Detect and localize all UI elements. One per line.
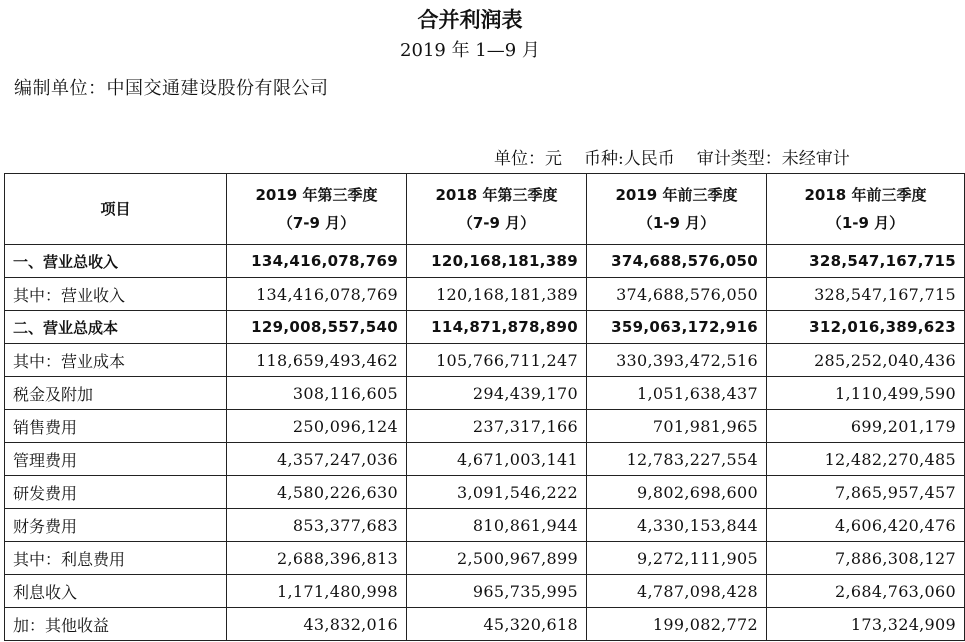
cell-value: 330,393,472,516 [587,344,767,377]
cell-value: 4,671,003,141 [407,443,587,476]
cell-value: 1,051,638,437 [587,377,767,410]
cell-value: 173,324,909 [767,608,965,641]
cell-value: 374,688,576,050 [587,278,767,311]
cell-value: 2,688,396,813 [227,542,407,575]
unit-label: 单位：元 [494,149,562,169]
row-label: 加：其他收益 [5,608,227,641]
cell-value: 7,865,957,457 [767,476,965,509]
table-row [5,608,965,641]
header-item: 项目 [5,174,227,245]
cell-value: 237,317,166 [407,410,587,443]
unit-line [494,144,940,169]
header-2018-q3: 2018 年第三季度 （7-9 月） [407,174,587,245]
cell-value: 114,871,878,890 [407,311,587,344]
row-label: 利息收入 [5,575,227,608]
row-label: 税金及附加 [5,377,227,410]
table-row [5,311,965,344]
row-label: 二、营业总成本 [5,311,227,344]
cell-value: 294,439,170 [407,377,587,410]
cell-value: 12,482,270,485 [767,443,965,476]
cell-value: 134,416,078,769 [227,245,407,278]
cell-value: 9,802,698,600 [587,476,767,509]
cell-value: 308,116,605 [227,377,407,410]
audit-type-label: 审计类型：未经审计 [696,149,850,169]
row-label: 其中：营业成本 [5,344,227,377]
cell-value: 3,091,546,222 [407,476,587,509]
cell-value: 43,832,016 [227,608,407,641]
cell-value: 4,606,420,476 [767,509,965,542]
cell-value: 4,787,098,428 [587,575,767,608]
cell-value: 965,735,995 [407,575,587,608]
cell-value: 359,063,172,916 [587,311,767,344]
row-label: 其中：利息费用 [5,542,227,575]
row-label: 销售费用 [5,410,227,443]
cell-value: 4,580,226,630 [227,476,407,509]
table-header-row [5,174,965,245]
header-2018-ytd: 2018 年前三季度 （1-9 月） [767,174,965,245]
cell-value: 7,886,308,127 [767,542,965,575]
cell-value: 134,416,078,769 [227,278,407,311]
cell-value: 285,252,040,436 [767,344,965,377]
table-row [5,344,965,377]
cell-value: 374,688,576,050 [587,245,767,278]
table-row [5,575,965,608]
cell-value: 1,171,480,998 [227,575,407,608]
cell-value: 328,547,167,715 [767,245,965,278]
row-label: 财务费用 [5,509,227,542]
cell-value: 120,168,181,389 [407,245,587,278]
table-row [5,476,965,509]
table-row [5,443,965,476]
cell-value: 105,766,711,247 [407,344,587,377]
header-2019-q3: 2019 年第三季度 （7-9 月） [227,174,407,245]
cell-value: 2,500,967,899 [407,542,587,575]
cell-value: 810,861,944 [407,509,587,542]
cell-value: 45,320,618 [407,608,587,641]
header-2019-ytd: 2019 年前三季度 （1-9 月） [587,174,767,245]
statement-title: 合并利润表 [417,8,523,32]
cell-value: 2,684,763,060 [767,575,965,608]
cell-value: 199,082,772 [587,608,767,641]
cell-value: 312,016,389,623 [767,311,965,344]
cell-value: 118,659,493,462 [227,344,407,377]
cell-value: 9,272,111,905 [587,542,767,575]
cell-value: 853,377,683 [227,509,407,542]
cell-value: 4,330,153,844 [587,509,767,542]
cell-value: 12,783,227,554 [587,443,767,476]
table-row [5,377,965,410]
row-label: 管理费用 [5,443,227,476]
table-row [5,245,965,278]
currency-label: 币种:人民币 [584,149,675,169]
row-label: 一、营业总收入 [5,245,227,278]
compiling-entity: 编制单位：中国交通建设股份有限公司 [14,78,329,99]
table-row [5,410,965,443]
cell-value: 129,008,557,540 [227,311,407,344]
cell-value: 701,981,965 [587,410,767,443]
table-row [5,542,965,575]
table-row [5,509,965,542]
income-statement-table [4,173,965,641]
row-label: 研发费用 [5,476,227,509]
cell-value: 328,547,167,715 [767,278,965,311]
cell-value: 120,168,181,389 [407,278,587,311]
cell-value: 1,110,499,590 [767,377,965,410]
cell-value: 4,357,247,036 [227,443,407,476]
cell-value: 250,096,124 [227,410,407,443]
statement-period: 2019 年 1—9 月 [400,40,540,61]
cell-value: 699,201,179 [767,410,965,443]
table-row [5,278,965,311]
row-label: 其中：营业收入 [5,278,227,311]
